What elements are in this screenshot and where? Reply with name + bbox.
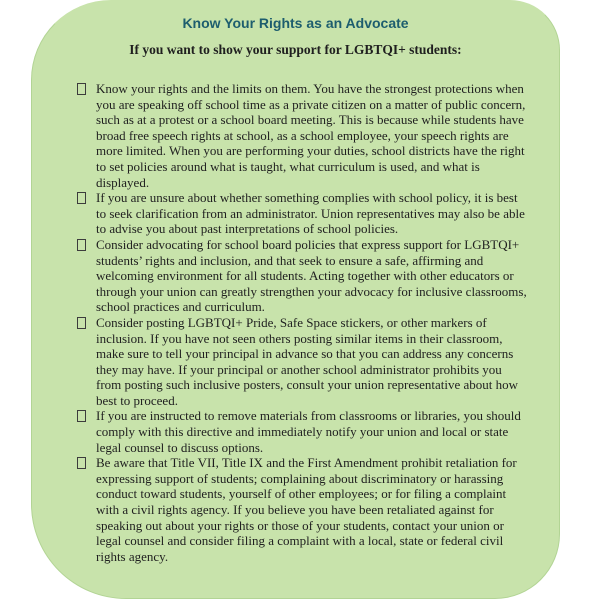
bullet-text: If you are unsure about whether something complies with school policy, it is best to seek clarification from an administrator. Union representatives may also be able to advise you about past interpretations of school policies. — [96, 190, 525, 237]
list-item — [77, 190, 529, 237]
checkbox-bullet-icon — [77, 457, 86, 469]
list-item — [77, 408, 529, 455]
advice-list — [32, 81, 559, 564]
checkbox-bullet-icon — [77, 83, 86, 95]
bullet-text: If you are instructed to remove materials from classrooms or libraries, you should comply with this directive and immediately notify your union and local or state legal counsel to discuss options. — [96, 408, 521, 455]
bullet-text: Consider advocating for school board policies that express support for LGBTQI+ students’ rights and inclusion, and that seek to ensure a safe, affirming and welcoming environment for all students. Acting together with other educators or through your union can greatly strengthen your advocacy for inclusive classrooms, school practices and curriculum. — [96, 236, 527, 315]
bullet-text: Consider posting LGBTQI+ Pride, Safe Space stickers, or other markers of inclusion. If you have not seen others posting similar items in their classroom, make sure to tell your principal in advance so that you can address any concerns they may have. If your principal or another school administrator prohibits you from posting such inclusive posters, consult your union representative about how best to proceed. — [96, 314, 519, 408]
list-item — [77, 81, 529, 190]
subtitle: If you want to show your support for LGBTQI+ students: — [129, 42, 462, 57]
page-title: Know Your Rights as an Advocate — [182, 15, 409, 31]
rights-panel — [31, 0, 560, 599]
checkbox-bullet-icon — [77, 239, 86, 251]
bullet-text: Know your rights and the limits on them. You have the strongest protections when you are speaking off school time as a private citizen on a matter of public concern, such as at a protest or a school board meeting. This is because while students have broad free speech rights at school, as a school employee, your speech rights are more limited. When you are performing your duties, school districts have the right to set policies around what is taught, what curriculum is used, and what is displayed. — [96, 81, 526, 190]
checkbox-bullet-icon — [77, 410, 86, 422]
list-item — [77, 315, 529, 409]
checkbox-bullet-icon — [77, 317, 86, 329]
bullet-text: Be aware that Title VII, Title IX and the First Amendment prohibit retaliation for expressing support of students; complaining about discriminatory or harassing conduct toward students, yourself of other employees; or for filing a complaint with a civil rights agency. If you believe you have been retaliated against for speaking out about your rights or those of your students, contact your union or legal counsel and consider filing a complaint with a local, state or federal civil rights agency. — [96, 455, 517, 564]
list-item — [77, 237, 529, 315]
list-item — [77, 455, 529, 564]
checkbox-bullet-icon — [77, 192, 86, 204]
